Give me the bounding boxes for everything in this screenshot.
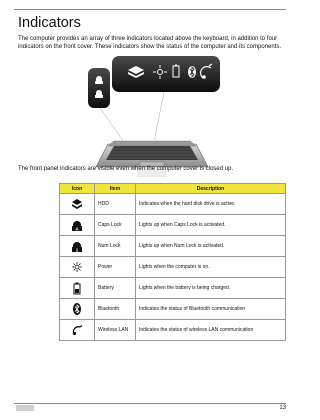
description-cell: Indicates the status of Bluetooth communication xyxy=(136,299,286,320)
table-row xyxy=(60,320,286,341)
page-number: 13 xyxy=(279,405,286,411)
wireless-lan-icon xyxy=(71,324,83,336)
caps-lock-icon xyxy=(71,218,83,232)
table-row xyxy=(60,257,286,278)
item-cell: HDD xyxy=(95,194,136,215)
icon-cell xyxy=(60,257,95,278)
laptop-indicators-figure xyxy=(84,54,220,178)
num-lock-icon xyxy=(71,239,83,253)
hdd-icon xyxy=(71,198,83,210)
icon-cell xyxy=(60,320,95,341)
top-rule xyxy=(14,9,286,10)
indicator-zoom-panel xyxy=(88,56,220,142)
bluetooth-zoom-icon xyxy=(188,66,196,78)
item-cell: Num Lock xyxy=(95,236,136,257)
bluetooth-icon xyxy=(72,302,82,316)
item-cell: Caps Lock xyxy=(95,215,136,236)
description-column-header: Description xyxy=(136,184,286,194)
table-row xyxy=(60,215,286,236)
table-row xyxy=(60,278,286,299)
table-row xyxy=(60,299,286,320)
battery-icon xyxy=(72,281,82,295)
item-column-header: Item xyxy=(95,184,136,194)
description-cell: Lights up when Caps Lock is activated. xyxy=(136,215,286,236)
icon-cell xyxy=(60,236,95,257)
icon-cell xyxy=(60,194,95,215)
svg-text:A: A xyxy=(75,226,79,232)
item-cell: Battery xyxy=(95,278,136,299)
icon-cell xyxy=(60,278,95,299)
intro-paragraph: The computer provides an array of three indicators located above the keyboard, in addition to four indicators on the front cover. These indicators show the status of the computer and its components. xyxy=(18,36,282,50)
item-cell: Power xyxy=(95,257,136,278)
page-title: Indicators xyxy=(18,15,81,31)
icon-cell xyxy=(60,215,95,236)
item-cell: Wireless LAN xyxy=(95,320,136,341)
icon-cell xyxy=(60,299,95,320)
svg-text:1: 1 xyxy=(75,247,79,253)
chapter-footer-mark xyxy=(16,405,34,411)
table-row xyxy=(60,236,286,257)
icon-column-header: Icon xyxy=(60,184,95,194)
bottom-rule xyxy=(14,403,286,404)
description-cell: Lights when the computer is on. xyxy=(136,257,286,278)
description-cell: Indicates when the hard disk drive is active. xyxy=(136,194,286,215)
indicators-table xyxy=(59,183,286,341)
description-cell: Lights up when Num Lock is activated. xyxy=(136,236,286,257)
table-row xyxy=(60,194,286,215)
table-header-row xyxy=(60,184,286,194)
item-cell: Bluetooth xyxy=(95,299,136,320)
description-cell: Indicates the status of wireless LAN communication xyxy=(136,320,286,341)
front-panel-caption: The front panel indicators are visible even when the computer cover is closed up. xyxy=(18,166,234,172)
description-cell: Lights when the battery is being charged. xyxy=(136,278,286,299)
power-icon xyxy=(71,261,83,273)
